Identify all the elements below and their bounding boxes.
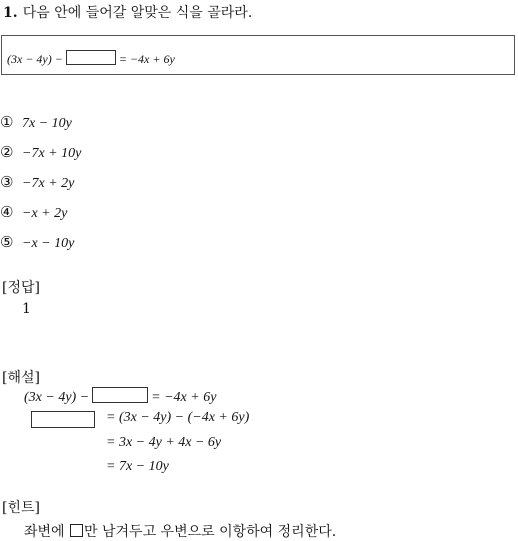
choice-text: −x + 2y	[22, 206, 68, 221]
equation-right: = −4x + 6y	[118, 52, 175, 66]
explanation-line-3: = 3x − 4y + 4x − 6y	[106, 435, 222, 450]
choice-text: −7x + 10y	[22, 146, 82, 161]
hint-label: [힌트]	[2, 500, 40, 516]
question-number: 1.	[3, 5, 18, 21]
choice-3[interactable]	[0, 173, 74, 192]
explanation-line-1-left: (3x − 4y) −	[24, 390, 90, 405]
choice-marker: ④	[0, 203, 14, 221]
explanation-blank	[92, 387, 148, 403]
answer-blank	[66, 50, 116, 65]
choice-text: 7x − 10y	[22, 116, 72, 131]
explanation-label: [해설]	[2, 370, 40, 386]
hint-text-after: 만 남겨두고 우변으로 이항하여 정리한다.	[84, 524, 337, 540]
hint-text	[24, 521, 336, 541]
equation-left: (3x − 4y) −	[7, 52, 63, 66]
choice-4[interactable]	[0, 203, 67, 222]
choice-marker: ①	[0, 113, 14, 131]
explanation-line-1	[24, 387, 216, 406]
choice-marker: ③	[0, 173, 14, 191]
choice-2[interactable]	[0, 143, 81, 162]
answer-value: 1	[22, 301, 31, 317]
answer-label: [정답]	[2, 280, 40, 296]
explanation-line-1-right: = −4x + 6y	[151, 390, 217, 405]
explanation-blank-2	[31, 411, 95, 428]
hint-text-before: 좌변에	[24, 524, 65, 540]
choice-marker: ②	[0, 143, 14, 161]
question-header	[3, 2, 252, 22]
choice-5[interactable]	[0, 233, 74, 252]
choice-text: −7x + 2y	[22, 176, 75, 191]
hint-blank-box	[70, 524, 83, 537]
equation	[7, 50, 175, 67]
explanation-line-4: = 7x − 10y	[106, 459, 169, 474]
question-text: 다음 안에 들어갈 알맞은 식을 골라라.	[22, 5, 253, 21]
choice-text: −x − 10y	[22, 236, 75, 251]
choice-marker: ⑤	[0, 233, 14, 251]
explanation-line-2: = (3x − 4y) − (−4x + 6y)	[106, 410, 250, 425]
choice-1[interactable]	[0, 113, 72, 132]
